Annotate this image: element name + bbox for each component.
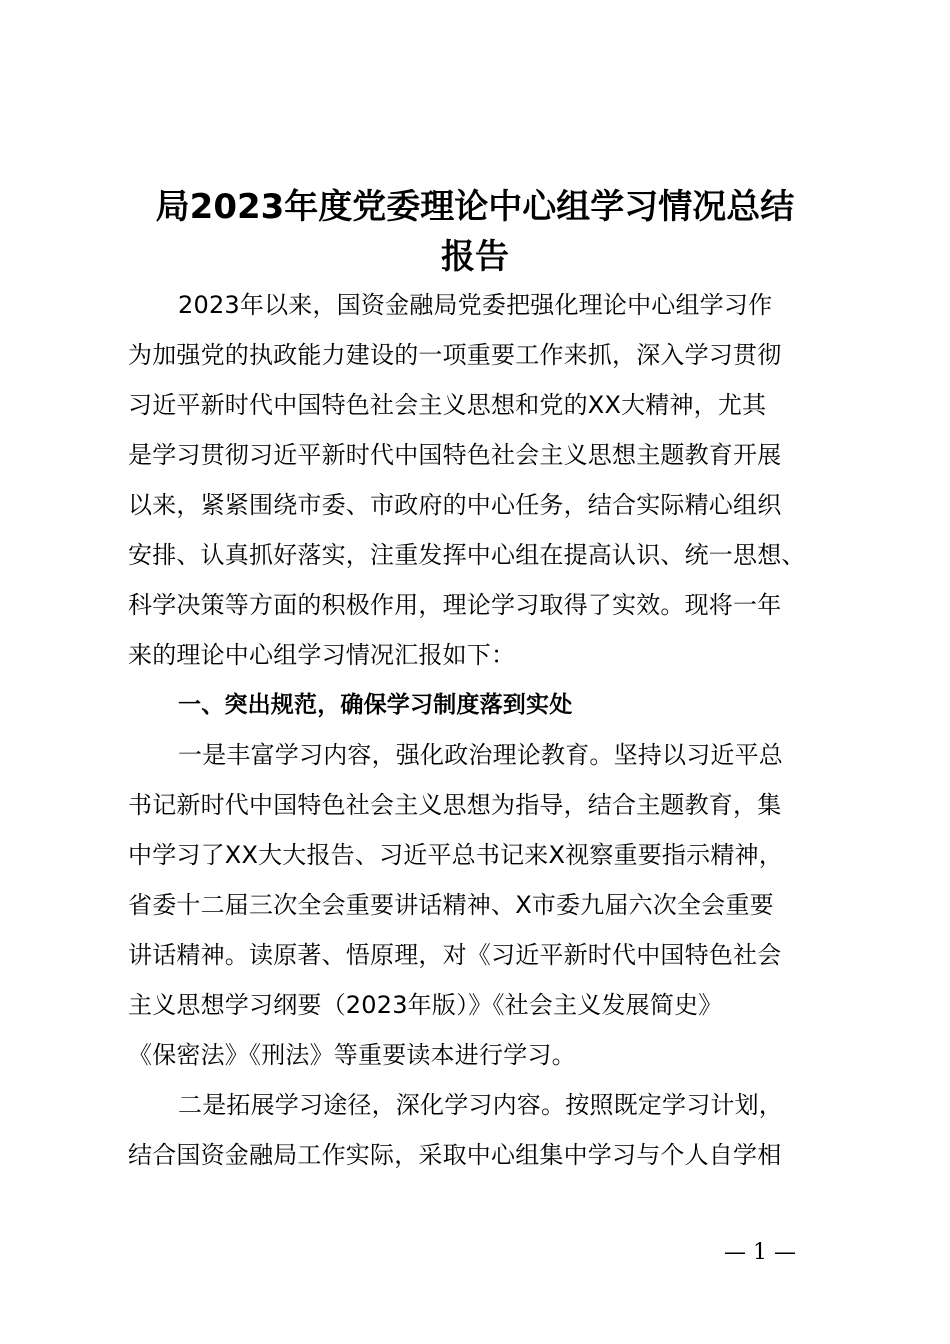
paragraph-line: 主义思想学习纲要（2023年版）》《社会主义发展简史》 bbox=[128, 991, 723, 1019]
title-line-1: 局2023年度党委理论中心组学习情况总结 bbox=[155, 187, 795, 227]
page-number: — 1 — bbox=[724, 1240, 796, 1265]
paragraph-line: 来的理论中心组学习情况汇报如下： bbox=[128, 641, 516, 669]
paragraph-line: 为加强党的执政能力建设的一项重要工作来抓，深入学习贯彻 bbox=[128, 341, 782, 369]
paragraph-line: 二是拓展学习途径，深化学习内容。按照既定学习计划， bbox=[178, 1091, 783, 1119]
paragraph-line: 安排、认真抓好落实，注重发挥中心组在提高认识、统一思想、 bbox=[128, 541, 806, 569]
document-body bbox=[128, 285, 828, 1185]
paragraph-line: 结合国资金融局工作实际，采取中心组集中学习与个人自学相 bbox=[128, 1141, 782, 1169]
paragraph-line: 一是丰富学习内容，强化政治理论教育。坚持以习近平总 bbox=[178, 741, 783, 769]
paragraph-line: 科学决策等方面的积极作用，理论学习取得了实效。现将一年 bbox=[128, 591, 782, 619]
paragraph-line: 书记新时代中国特色社会主义思想为指导，结合主题教育，集 bbox=[128, 791, 782, 819]
paragraph-line: 省委十二届三次全会重要讲话精神、X市委九届六次全会重要 bbox=[128, 891, 774, 919]
paragraph-line: 中学习了XX大大报告、习近平总书记来X视察重要指示精神， bbox=[128, 841, 783, 869]
paragraph-line: 以来，紧紧围绕市委、市政府的中心任务，结合实际精心组织 bbox=[128, 491, 782, 519]
paragraph-line: 是学习贯彻习近平新时代中国特色社会主义思想主题教育开展 bbox=[128, 441, 782, 469]
paragraph-line: 习近平新时代中国特色社会主义思想和党的XX大精神，尤其 bbox=[128, 391, 767, 419]
section-heading: 一、突出规范，确保学习制度落到实处 bbox=[178, 692, 573, 718]
paragraph-line: 2023年以来，国资金融局党委把强化理论中心组学习作 bbox=[178, 291, 773, 319]
paragraph-line: 讲话精神。读原著、悟原理，对《习近平新时代中国特色社会 bbox=[128, 941, 782, 969]
title-line-2: 报告 bbox=[441, 237, 509, 277]
paragraph-line: 《保密法》《刑法》等重要读本进行学习。 bbox=[128, 1041, 576, 1069]
document-title bbox=[110, 182, 840, 282]
